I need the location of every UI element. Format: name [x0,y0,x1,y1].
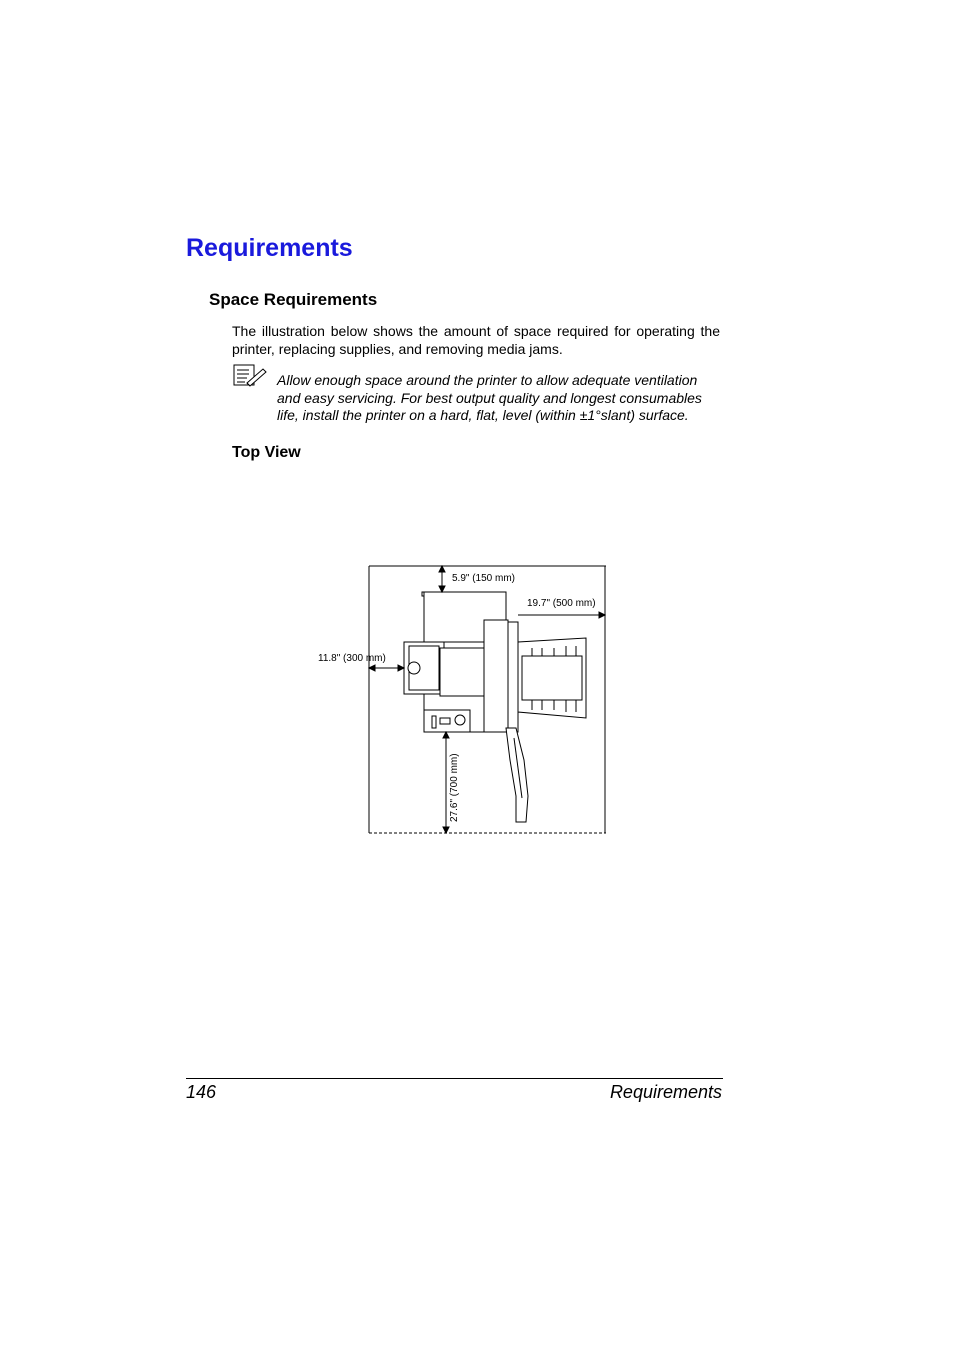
subsection-heading: Top View [232,444,301,461]
note-pencil-icon [233,364,269,388]
footer-chapter-title: Requirements [609,1082,722,1102]
intro-paragraph: The illustration below shows the amount of space required for operating the printer, replacing supplies, and removing media jams. [232,323,720,357]
dim-left-label: 11.8" (300 mm) [318,653,386,664]
printer-top-view-figure [310,560,620,840]
dim-top-label: 5.9" (150 mm) [452,573,516,584]
note-text: Allow enough space around the printer to allow adequate ventilation and easy servicing. For best output quality and longest consumables life, install the printer on a hard, flat, level (within ±1°slant) surface. [277,372,702,423]
footer-rule [186,1078,723,1079]
dim-front-label: 27.6" (700 mm) [449,753,460,822]
footer-page-number: 146 [186,1082,217,1102]
page-title: Requirements [186,234,353,262]
section-heading: Space Requirements [209,290,378,309]
dim-right-label: 19.7" (500 mm) [527,598,596,609]
printer-illustration [404,592,586,822]
